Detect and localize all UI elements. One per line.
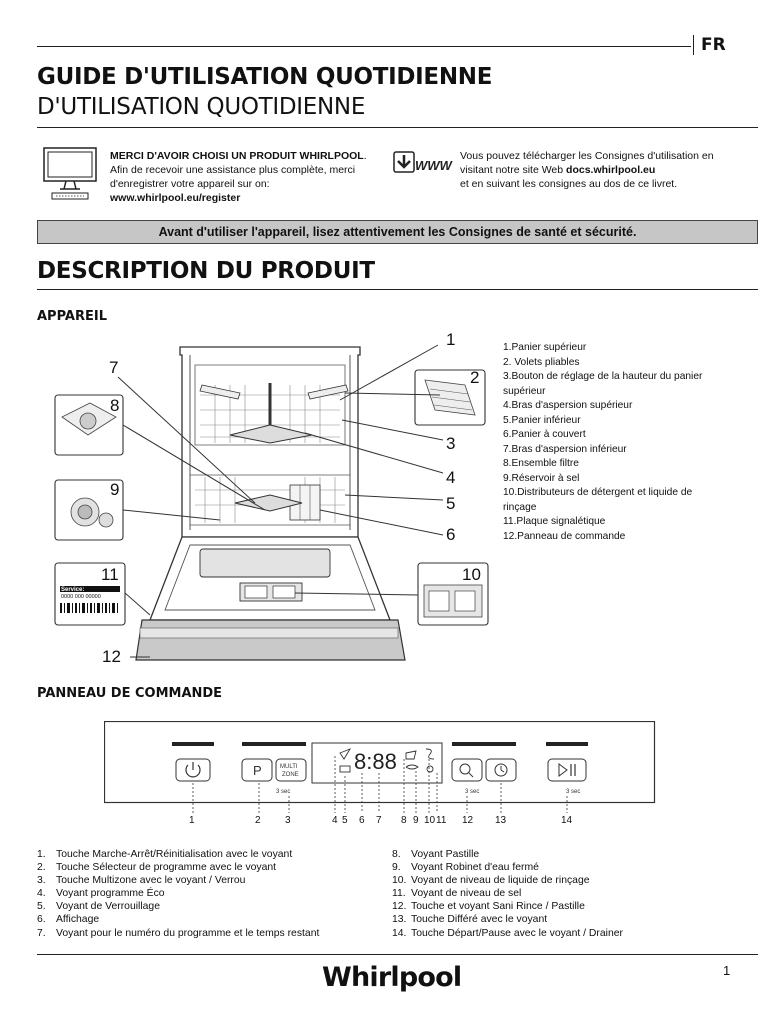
title-rule	[37, 127, 758, 128]
callout-10: 10	[462, 565, 481, 584]
callout-4: 4	[446, 468, 456, 487]
download-line-1: Vous pouvez télécharger les Consignes d'utilisation en	[460, 150, 714, 162]
panel-number-10: 10	[424, 815, 436, 826]
panel-legend-right	[392, 848, 623, 940]
legend-item: 10.Distributeurs de détergent et liquide de	[503, 487, 693, 498]
callout-2: 2	[470, 368, 480, 387]
panel-number-12: 12	[462, 815, 474, 826]
panel-number-14: 14	[561, 815, 573, 826]
callout-3: 3	[446, 434, 456, 453]
list-item: 12. Touche et voyant Sani Rince / Pastille	[392, 901, 585, 913]
whirlpool-logo: Whirlpool	[322, 962, 462, 993]
download-www-icon	[392, 150, 454, 181]
legend-item: 1.Panier supérieur	[503, 342, 587, 353]
legend-item: 7.Bras d'aspersion inférieur	[503, 443, 627, 455]
www-label: WWW	[415, 158, 452, 173]
legend-item: 9.Réservoir à sel	[503, 472, 580, 484]
legend-item: 6.Panier à couvert	[503, 429, 586, 440]
list-item: 3. Touche Multizone avec le voyant / Verrou	[37, 875, 246, 887]
legend-item: 8.Ensemble filtre	[503, 458, 579, 469]
callout-9: 9	[110, 480, 120, 499]
callout-12: 12	[102, 647, 121, 666]
panel-number-9: 9	[413, 815, 419, 826]
legend-item: 5.Panier inférieur	[503, 414, 581, 426]
appliance-heading: APPAREIL	[37, 309, 107, 324]
legend-item: 3.Bouton de réglage de la hauteur du panier	[503, 371, 703, 382]
hold-3sec-sani: 3 sec	[465, 789, 480, 795]
legend-item: 2. Volets pliables	[503, 356, 580, 368]
callout-1: 1	[446, 330, 456, 349]
download-line-2: visitant notre site Web	[460, 164, 567, 176]
download-text	[460, 149, 760, 191]
lang-divider	[693, 35, 694, 55]
list-item: 1. Touche Marche-Arrêt/Réinitialisation avec le voyant	[37, 849, 293, 860]
list-item: 4. Voyant programme Éco	[37, 888, 165, 900]
panel-legend-left	[37, 848, 319, 940]
page-number: 1	[723, 963, 731, 978]
thanks-period: .	[363, 150, 367, 162]
assist-line-2: d'enregistrer votre appareil sur on:	[110, 178, 270, 190]
legend-item: 4.Bras d'aspersion supérieur	[503, 400, 633, 411]
assist-line-1: Afin de recevoir une assistance plus complète, merci	[110, 164, 356, 176]
legend-item: rinçage	[503, 501, 537, 513]
language-code: FR	[701, 35, 726, 55]
panel-number-2: 2	[255, 815, 261, 826]
panel-number-8: 8	[401, 815, 407, 826]
download-line-3: et en suivant les consignes au dos de ce livret.	[460, 178, 678, 190]
docs-link[interactable]: docs.whirlpool.eu	[566, 164, 656, 176]
footer-rule	[37, 954, 758, 955]
section-title: DESCRIPTION DU PRODUIT	[37, 258, 375, 284]
multizone-label-1: MULTI	[280, 764, 298, 770]
page-title: GUIDE D'UTILISATION QUOTIDIENNE	[37, 64, 493, 90]
hold-3sec-drain: 3 sec	[566, 789, 581, 795]
intro-text	[110, 149, 380, 205]
panel-number-6: 6	[359, 815, 365, 826]
computer-icon	[42, 145, 100, 208]
callout-8: 8	[110, 396, 120, 415]
list-item: 2. Touche Sélecteur de programme avec le voyant	[37, 862, 277, 874]
display-digits: 8:88	[354, 749, 397, 774]
top-rule	[37, 46, 691, 47]
legend-item: 11.Plaque signalétique	[503, 516, 606, 527]
appliance-legend	[503, 341, 723, 544]
list-item: 11. Voyant de niveau de sel	[392, 888, 522, 900]
panel-number-11: 11	[436, 815, 447, 826]
list-item: 13. Touche Différé avec le voyant	[392, 914, 548, 926]
list-item: 14. Touche Départ/Pause avec le voyant / Drainer	[392, 927, 623, 939]
panel-number-3: 3	[285, 815, 291, 826]
list-item: 6. Affichage	[37, 914, 100, 926]
callout-5: 5	[446, 494, 456, 513]
page-subtitle: D'UTILISATION QUOTIDIENNE	[37, 94, 366, 120]
p-button-label: P	[253, 763, 262, 778]
plate-service-label: Service:	[61, 587, 85, 593]
register-link[interactable]: www.whirlpool.eu/register	[110, 192, 241, 204]
legend-item: supérieur	[503, 385, 546, 397]
panel-number-1: 1	[189, 815, 195, 826]
control-panel-heading: PANNEAU DE COMMANDE	[37, 686, 223, 701]
list-item: 5. Voyant de Verrouillage	[37, 901, 160, 913]
list-item: 8. Voyant Pastille	[392, 849, 480, 860]
panel-number-4: 4	[332, 815, 338, 826]
section-rule	[37, 289, 758, 290]
panel-number-7: 7	[376, 815, 382, 826]
callout-6: 6	[446, 525, 456, 544]
callout-11: 11	[101, 565, 119, 584]
legend-item: 12.Panneau de commande	[503, 530, 626, 542]
hold-3sec-label: 3 sec	[276, 789, 291, 795]
callout-7: 7	[109, 358, 119, 377]
thanks-text: MERCI D'AVOIR CHOISI UN PRODUIT WHIRLPOOL	[110, 150, 364, 162]
plate-number: 0000 000 00000	[61, 594, 101, 600]
safety-banner: Avant d'utiliser l'appareil, lisez attentivement les Consignes de santé et sécurité.	[37, 220, 758, 244]
list-item: 10. Voyant de niveau de liquide de rinçage	[392, 875, 590, 887]
list-item: 7. Voyant pour le numéro du programme et le temps restant	[37, 927, 320, 939]
panel-number-5: 5	[342, 815, 348, 826]
multizone-label-2: ZONE	[282, 772, 299, 778]
list-item: 9. Voyant Robinet d'eau fermé	[392, 862, 539, 874]
panel-number-13: 13	[495, 815, 507, 826]
